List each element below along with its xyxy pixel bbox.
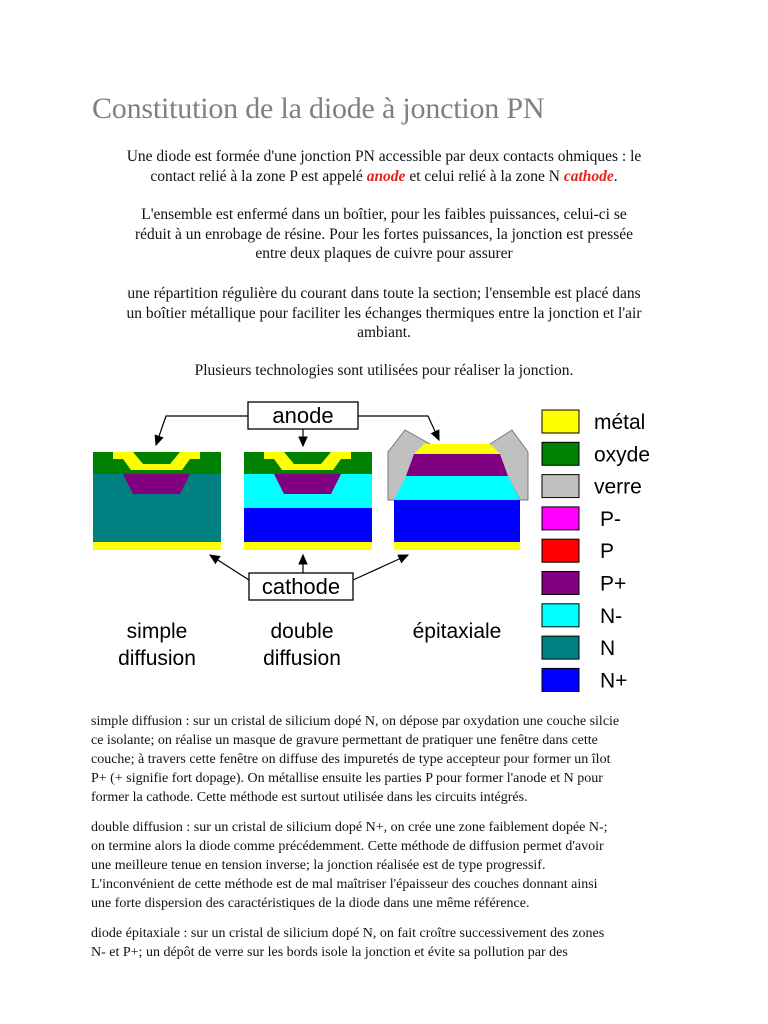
- text-line: double diffusion : sur un cristal de silicium dopé N+, on crée une zone faiblement dopée N-;: [91, 820, 608, 835]
- text-line: simple diffusion : sur un cristal de silicium dopé N, on dépose par oxydation une couche silcie: [91, 714, 620, 729]
- legend-swatch-4: [542, 507, 579, 530]
- caption-simple-line2: diffusion: [118, 647, 196, 670]
- text-line: une meilleure tenue en tension inverse; la jonction réalisée est de type progressif.: [91, 858, 546, 873]
- text-line: N- et P+; un dépôt de verre sur les bords isole la jonction et évite sa pollution par des: [91, 945, 568, 960]
- legend-label-5: P: [600, 540, 615, 564]
- caption-epitaxial: épitaxiale: [412, 620, 502, 643]
- legend-swatch-3: [542, 475, 579, 498]
- intro-p2-line3: entre deux plaques de cuivre pour assurer: [255, 245, 513, 262]
- intro-p3-line1: une répartition régulière du courant dans toute la section; l'ensemble est placé dans: [127, 285, 641, 302]
- legend-swatch-9: [542, 668, 579, 691]
- caption-simple-line1: simple: [126, 620, 188, 643]
- legend-label-1: métal: [594, 411, 646, 434]
- intro-p2-line1: L'ensemble est enfermé dans un boîtier, pour les faibles puissances, celui-ci se: [141, 206, 627, 223]
- cathode-arrow-right: [353, 555, 408, 580]
- text-line: L'inconvénient de cette méthode est de mal maîtriser l'épaisseur des couches donnant ainsi: [91, 877, 598, 892]
- double-diffusion-paragraph: [91, 818, 683, 913]
- legend-swatch-5: [542, 539, 579, 562]
- text-line: on termine alors la diode comme précédemment. Cette méthode de diffusion permet d'avoir: [91, 839, 604, 854]
- legend-label-6: P+: [600, 572, 627, 596]
- epitaxial-structure: [388, 430, 528, 550]
- simple-diffusion-structure: [93, 452, 221, 550]
- legend-label-8: N: [600, 637, 616, 661]
- intro-paragraph-2: [60, 205, 708, 264]
- diode-technologies-diagram: [0, 390, 768, 700]
- intro-paragraph-3: [60, 284, 708, 343]
- legend-swatch-7: [542, 604, 579, 627]
- legend-label-3: verre: [594, 475, 642, 499]
- legend: [542, 410, 650, 692]
- intro-p1-text-b: contact relié à la zone P est appelé: [150, 167, 363, 185]
- intro-paragraph-1: [60, 147, 708, 186]
- text-line: une forte dispersion des caractéristiques de la diode dans une même référence.: [91, 896, 530, 911]
- anode-arrow-right: [358, 416, 439, 440]
- intro-paragraph-4: Plusieurs technologies sont utilisées pour réaliser la jonction.: [194, 362, 574, 379]
- intro-p1-period: .: [613, 167, 618, 185]
- legend-swatch-2: [542, 442, 579, 465]
- page-title: Constitution de la diode à jonction PN: [92, 92, 545, 125]
- simple-diffusion-paragraph: [91, 712, 683, 807]
- intro-p3-line3: ambiant.: [357, 324, 411, 341]
- intro-p1-line1: Une diode est formée d'une jonction PN accessible par deux contacts ohmiques : le: [126, 148, 642, 165]
- legend-label-7: N-: [600, 604, 623, 628]
- text-line: couche; à travers cette fenêtre on diffuse des impuretés de type accepteur pour former un îlot: [91, 752, 611, 767]
- cathode-label: cathode: [261, 574, 341, 599]
- caption-double-line2: diffusion: [263, 647, 341, 670]
- anode-term: anode: [366, 167, 406, 185]
- cathode-arrow-left: [210, 555, 249, 580]
- text-line: ce isolante; on réalise un masque de gravure permettant de pratiquer une fenêtre dans cette: [91, 733, 598, 748]
- legend-swatch-6: [542, 572, 579, 595]
- epitaxial-paragraph: [91, 924, 683, 962]
- intro-p1-text-c: et celui relié à la zone N: [409, 167, 560, 185]
- intro-p2-line2: réduit à un enrobage de résine. Pour les fortes puissances, la jonction est pressée: [135, 225, 633, 243]
- intro-p3-line2: un boîtier métallique pour faciliter les échanges thermiques entre la jonction et l'air: [126, 304, 642, 322]
- text-line: P+ (+ signifie fort dopage). On métallise ensuite les parties P pour former l'anode et N pour: [91, 771, 603, 786]
- text-line: diode épitaxiale : sur un cristal de silicium dopé N, on fait croître successivement des zones: [91, 926, 605, 941]
- anode-label: anode: [272, 403, 334, 428]
- text-line: former la cathode. Cette méthode est surtout utilisée dans les circuits intégrés.: [91, 790, 528, 805]
- cathode-term: cathode: [563, 167, 614, 185]
- caption-double-line1: double: [270, 620, 334, 643]
- legend-swatch-1: [542, 410, 579, 433]
- legend-label-9: N+: [600, 669, 628, 693]
- anode-arrow-left: [156, 416, 248, 445]
- legend-swatch-8: [542, 636, 579, 659]
- legend-label-4: P-: [600, 507, 621, 531]
- double-diffusion-structure: [244, 452, 372, 550]
- legend-label-2: oxyde: [594, 443, 651, 467]
